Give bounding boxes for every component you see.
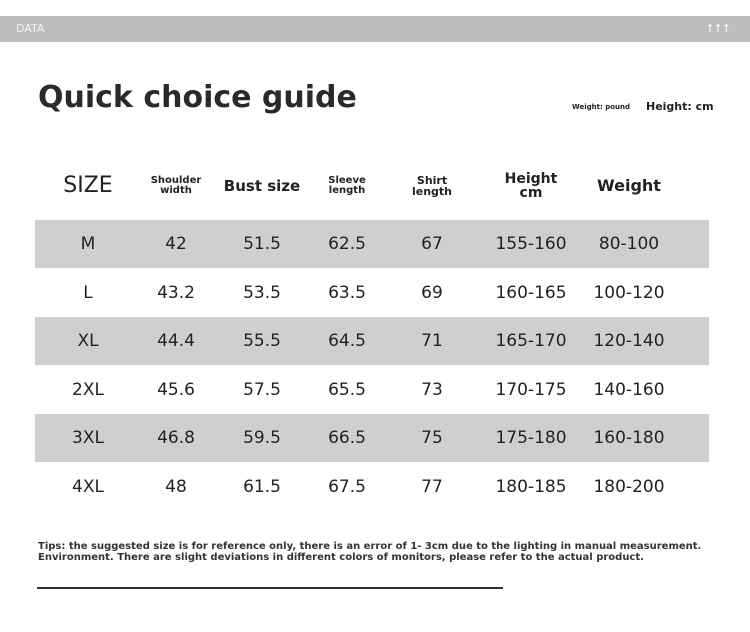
table-cell: L: [83, 282, 93, 303]
table-cell: 42: [165, 234, 187, 254]
table-cell: 61.5: [243, 476, 281, 497]
table-row: [35, 366, 709, 414]
table-cell: 51.5: [243, 234, 281, 254]
table-cell: M: [80, 234, 96, 254]
table-cell: 175-180: [495, 428, 567, 448]
table-cell: 48: [165, 476, 187, 497]
table-cell: 69: [421, 282, 443, 303]
column-header: SIZE: [63, 173, 113, 198]
column-header: Shirt length: [411, 174, 453, 198]
table-cell: 64.5: [328, 331, 366, 351]
table-row: [35, 463, 709, 511]
table-cell: 62.5: [328, 234, 366, 254]
table-cell: 180-200: [593, 476, 665, 497]
tips-line-2: Environment. There are slight deviations in different colors of monitors, please refer to the actual product.: [38, 552, 644, 563]
table-cell: 59.5: [243, 428, 281, 448]
table-cell: 120-140: [593, 331, 665, 351]
column-header: Weight: [597, 176, 661, 195]
table-row: [35, 269, 709, 317]
table-cell: 77: [421, 476, 443, 497]
arrows-up-icon: ↑↑↑: [705, 22, 730, 35]
table-cell: 67.5: [328, 476, 366, 497]
table-cell: 71: [421, 331, 443, 351]
column-header: Bust size: [223, 176, 301, 195]
tips-line-1: Tips: the suggested size is for reference only, there is an error of 1- 3cm due to the lighting in manual measurement.: [38, 541, 702, 552]
table-cell: 46.8: [157, 428, 195, 448]
table-cell: 160-180: [593, 428, 665, 448]
table-cell: 80-100: [598, 234, 660, 254]
table-cell: 75: [421, 428, 443, 448]
table-cell: 43.2: [157, 282, 195, 303]
height-unit: Height: cm: [646, 100, 714, 113]
table-cell: 63.5: [328, 282, 366, 303]
column-header: Shoulder width: [150, 175, 202, 196]
table-cell: 170-175: [495, 379, 567, 400]
table-cell: 2XL: [72, 379, 104, 400]
table-cell: 44.4: [157, 331, 195, 351]
table-cell: 73: [421, 379, 443, 400]
table-cell: 45.6: [157, 379, 195, 400]
table-row: [35, 220, 709, 268]
table-cell: 67: [421, 234, 443, 254]
table-cell: 165-170: [495, 331, 567, 351]
table-cell: 3XL: [72, 428, 104, 448]
table-cell: 180-185: [495, 476, 567, 497]
weight-unit: Weight: pound: [572, 103, 630, 111]
column-header: Height cm: [504, 171, 558, 201]
table-cell: 57.5: [243, 379, 281, 400]
table-cell: 140-160: [593, 379, 665, 400]
table-cell: 53.5: [243, 282, 281, 303]
table-row: [35, 414, 709, 462]
table-cell: 55.5: [243, 331, 281, 351]
top-bar-label: DATA: [16, 22, 45, 35]
column-header: Sleeve length: [328, 175, 366, 196]
divider: [37, 587, 503, 589]
table-cell: 66.5: [328, 428, 366, 448]
tips: [38, 541, 701, 563]
table-cell: 100-120: [593, 282, 665, 303]
table-cell: 65.5: [328, 379, 366, 400]
top-bar: [0, 16, 750, 42]
table-cell: 155-160: [495, 234, 567, 254]
table-cell: 4XL: [72, 476, 104, 497]
table-row: [35, 317, 709, 365]
table-cell: XL: [77, 331, 99, 351]
page-title: Quick choice guide: [38, 80, 357, 115]
table-cell: 160-165: [495, 282, 567, 303]
